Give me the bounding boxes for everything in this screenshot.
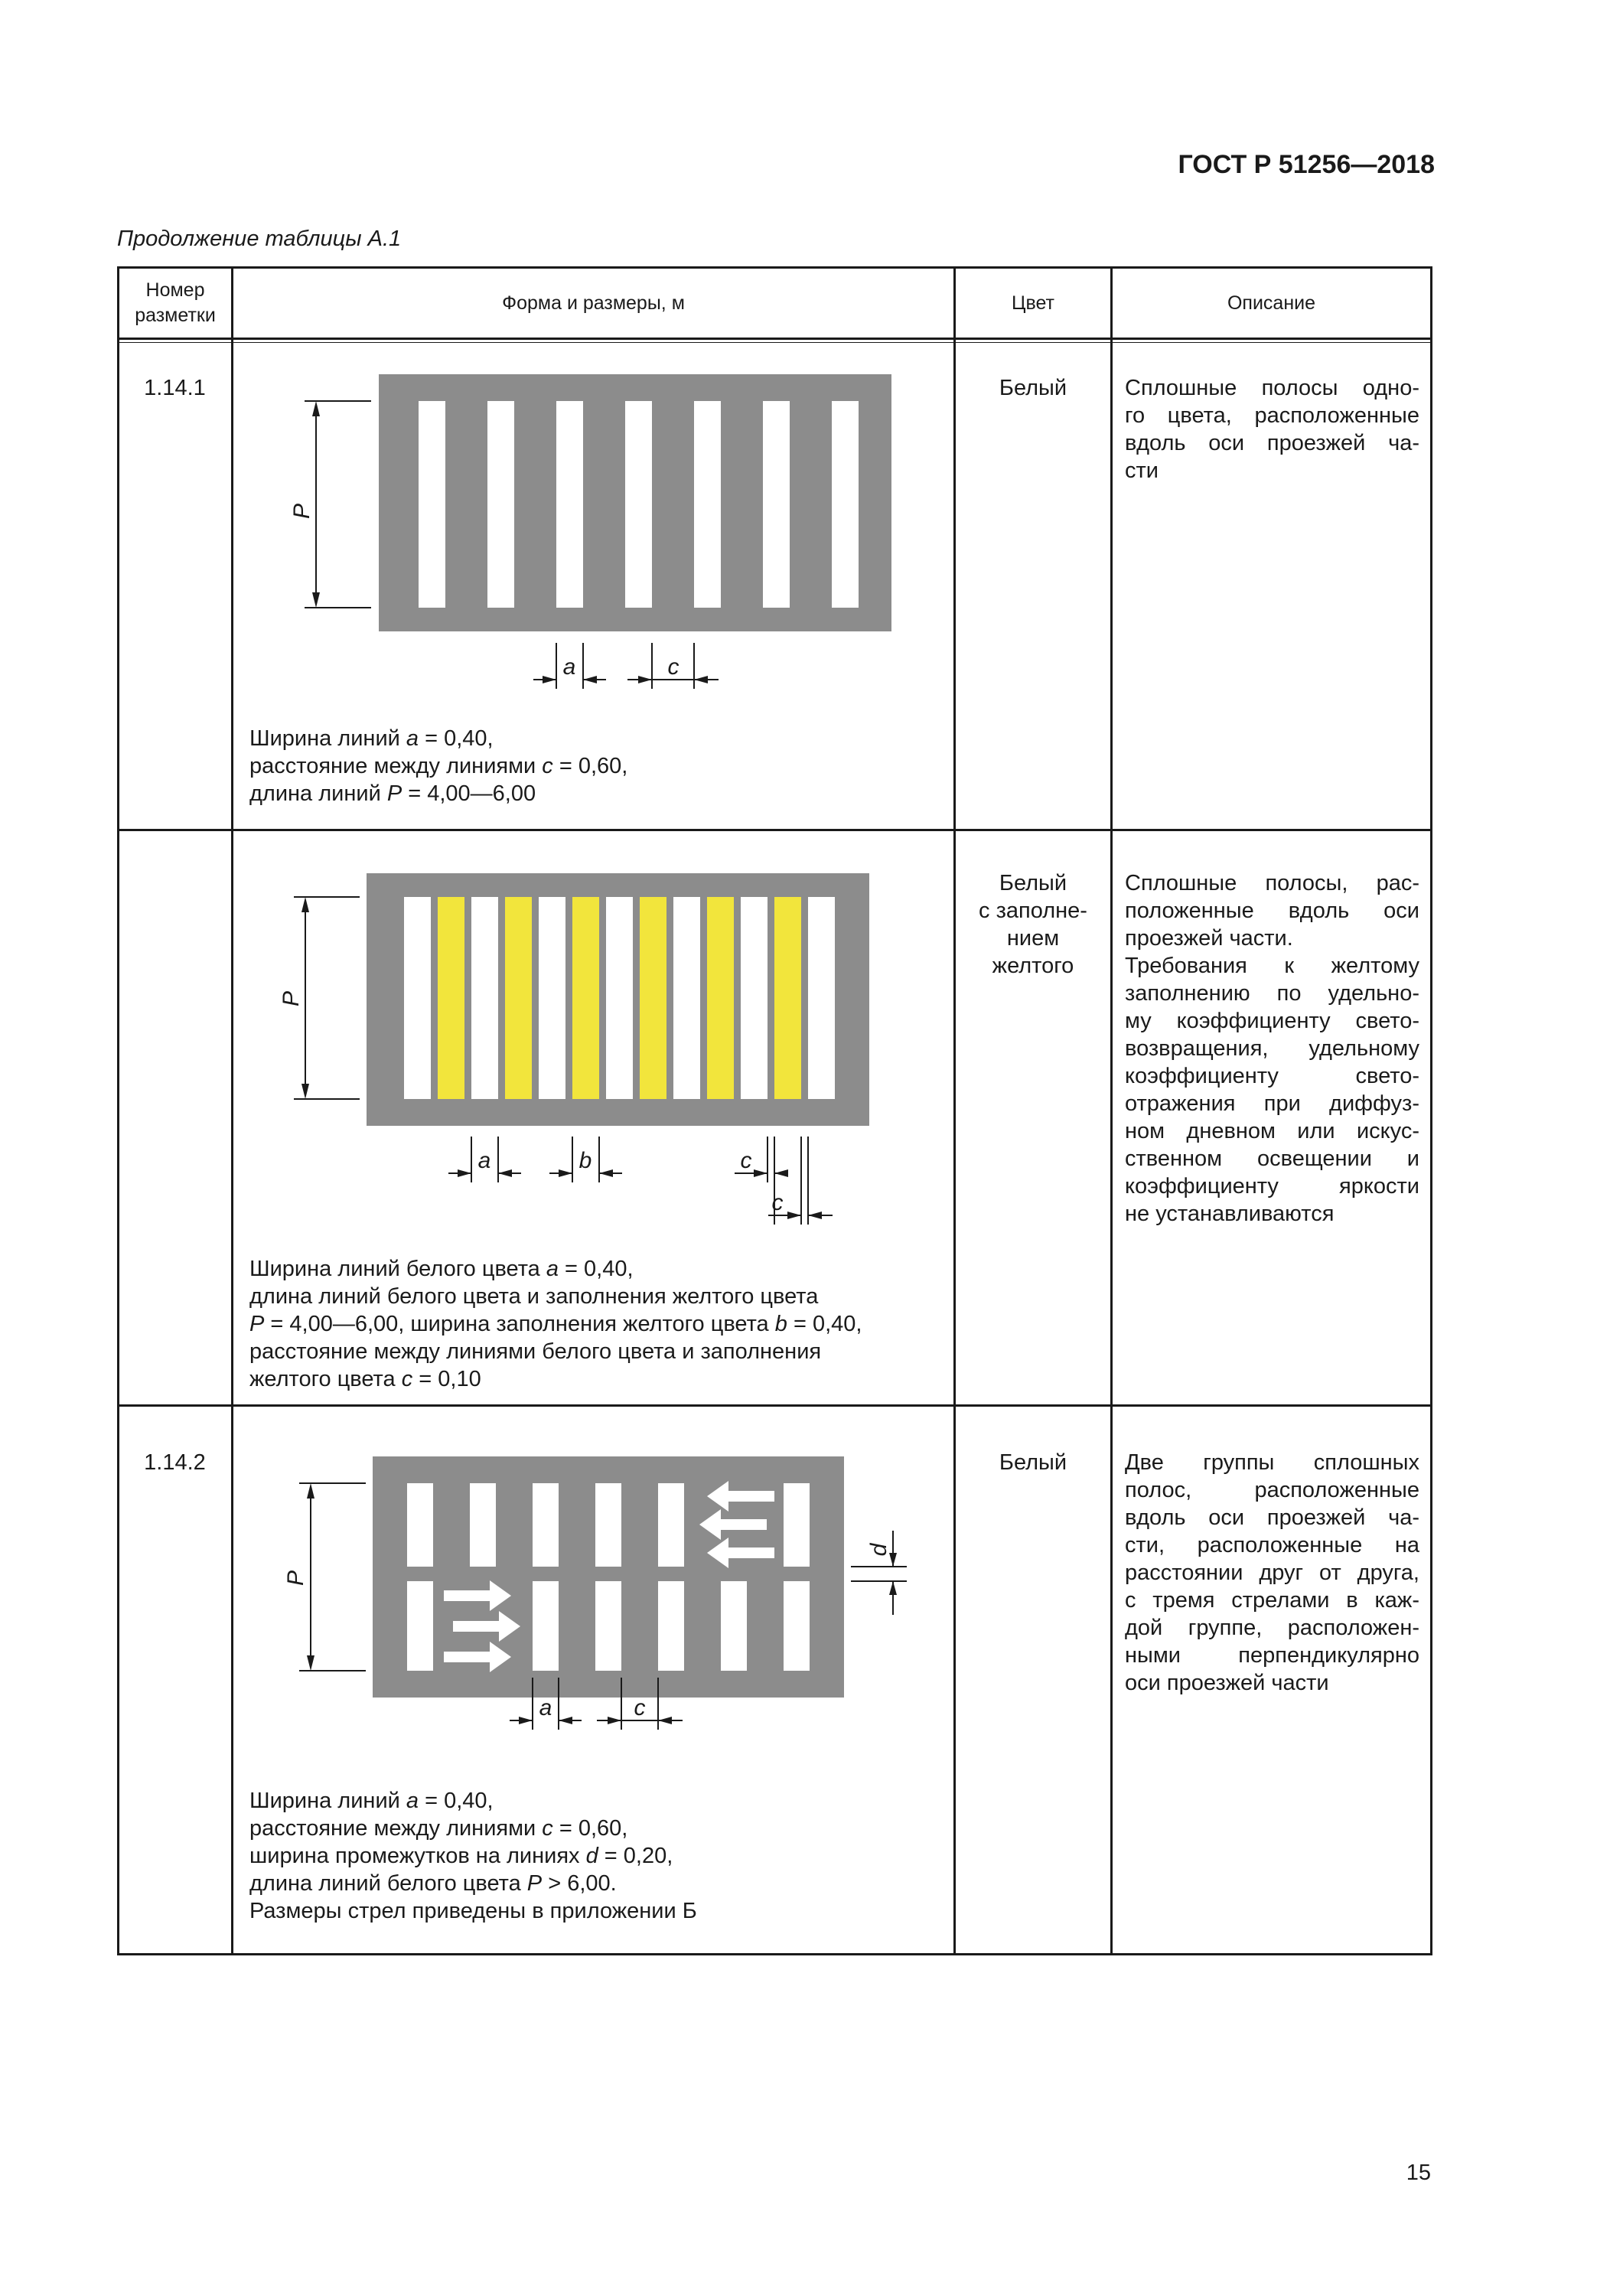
row-3-length-dimension — [299, 1483, 366, 1671]
table-continuation-title: Продолжение таблицы А.1 — [117, 227, 402, 251]
row-2-label-c-1: c — [740, 1148, 752, 1173]
column-header-number: Номер разметки — [135, 279, 216, 326]
page-number: 15 — [1406, 2161, 1431, 2185]
row-1-color: Белый — [999, 376, 1067, 400]
column-header-shape: Форма и размеры, м — [502, 292, 685, 314]
row-3-number: 1.14.2 — [144, 1450, 206, 1475]
column-header-description: Описание — [1227, 292, 1316, 314]
standard-code: ГОСТ Р 51256—2018 — [1178, 150, 1435, 179]
row-3-label-d: d — [866, 1543, 891, 1557]
row-1-label-a: a — [562, 654, 576, 680]
row-3-label-c: c — [634, 1695, 646, 1720]
row-2-caption: Ширина линий белого цвета a = 0,40, длина линий белого цвета и заполнения желтого цвета P = 4,00—6,00, ширина заполнения желтого цвета b = 0,40, расстояние между линиями белого цвета и заполнения желтого цвета c = 0,10 — [249, 1257, 862, 1391]
row-1-number: 1.14.1 — [144, 376, 206, 400]
row-3-break-dimension — [851, 1531, 907, 1615]
row-2-label-P: P — [279, 990, 304, 1007]
row-2-label-c-2: c — [771, 1190, 784, 1215]
row-3-color: Белый — [999, 1450, 1067, 1475]
row-1-label-c: c — [667, 654, 680, 680]
column-header-color: Цвет — [1011, 292, 1055, 314]
row-3-label-P: P — [283, 1570, 308, 1587]
row-2-label-b: b — [578, 1148, 592, 1173]
row-2-color: Белый с заполне- нием желтого — [979, 871, 1087, 978]
row-2-description: Сплошные полосы, рас- положенные вдоль оси проезжей части. Требования к желтому заполнению по удельно- му коэффициенту свето- возвращения, удельному коэффициенту свето- отражения при диффуз- ном дневном или искус- ственном освещении и коэффициенту яркости не устанавливаются — [1125, 871, 1419, 1226]
row-1-label-P: P — [289, 503, 314, 520]
row-3-label-a: a — [539, 1695, 552, 1720]
row-3-description: Две группы сплошных полос, расположенные вдоль оси проезжей ча- сти, расположенные на расстоянии друг от друга, с тремя стрелами в каж- дой группе, расположен- ными перпендикулярно оси проезжей части — [1125, 1450, 1419, 1695]
row-2-label-a: a — [477, 1148, 491, 1173]
row-3-caption: Ширина линий a = 0,40, расстояние между линиями c = 0,60, ширина промежутков на линиях d = 0,20, длина линий белого цвета P > 6,00. Размеры стрел приведены в приложении Б — [249, 1789, 697, 1923]
row-1-caption: Ширина линий a = 0,40, расстояние между линиями c = 0,60, длина линий P = 4,00—6,00 — [249, 726, 628, 806]
row-1-description: Сплошные полосы одно- го цвета, расположенные вдоль оси проезжей ча- сти — [1125, 376, 1419, 483]
